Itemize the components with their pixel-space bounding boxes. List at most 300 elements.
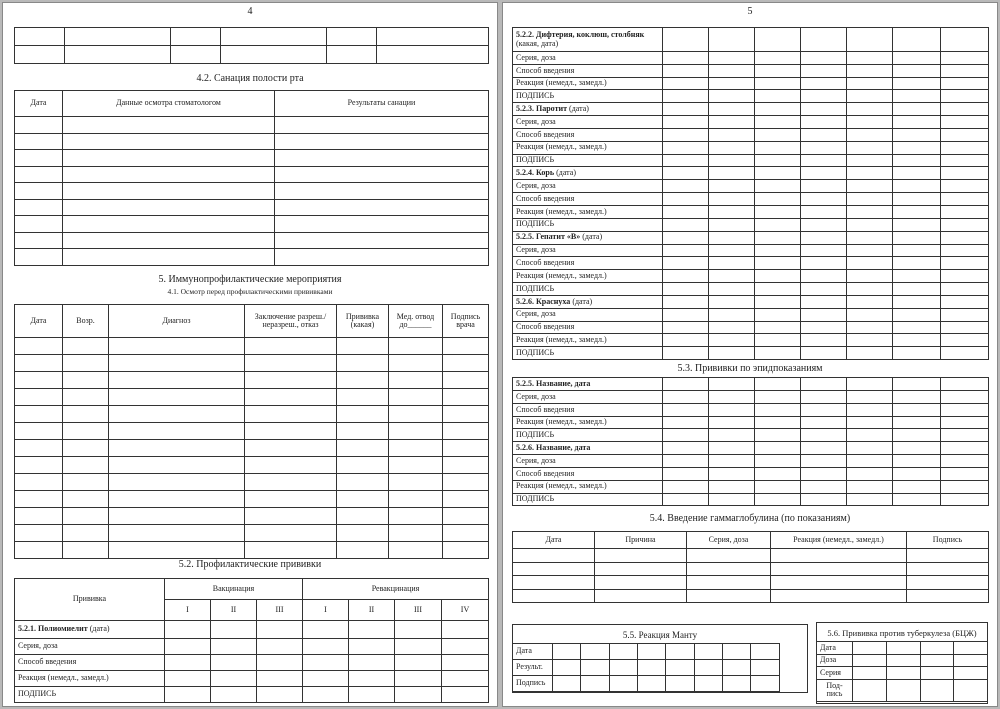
table-cell[interactable] [941, 429, 989, 442]
table-cell[interactable] [801, 347, 847, 360]
table-cell[interactable] [15, 117, 63, 134]
table-cell[interactable] [847, 180, 893, 193]
table-cell[interactable] [275, 216, 489, 233]
table-cell[interactable] [63, 423, 109, 440]
table-cell[interactable] [389, 406, 443, 423]
table-cell[interactable] [755, 347, 801, 360]
table-cell[interactable] [389, 355, 443, 372]
table-cell[interactable] [109, 542, 245, 559]
table-cell[interactable] [63, 133, 275, 150]
table-cell[interactable] [663, 257, 709, 270]
table-cell[interactable] [687, 549, 771, 563]
table-cell[interactable] [755, 455, 801, 468]
table-cell[interactable] [245, 355, 337, 372]
table-cell[interactable] [941, 295, 989, 308]
table-cell[interactable] [63, 150, 275, 167]
table-cell[interactable] [847, 442, 893, 455]
table-cell[interactable] [893, 90, 941, 103]
table-cell[interactable] [389, 474, 443, 491]
table-cell[interactable] [722, 660, 750, 676]
table-cell[interactable] [337, 338, 389, 355]
table-cell[interactable] [893, 416, 941, 429]
table-cell[interactable] [663, 493, 709, 506]
table-cell[interactable] [709, 77, 755, 90]
table-cell[interactable] [709, 347, 755, 360]
table-cell[interactable] [941, 116, 989, 129]
table-cell[interactable] [63, 216, 275, 233]
table-cell[interactable] [847, 321, 893, 334]
table-cell[interactable] [637, 644, 665, 660]
table-cell[interactable] [513, 589, 595, 603]
table-cell[interactable] [755, 180, 801, 193]
table-cell[interactable] [245, 525, 337, 542]
table-cell[interactable] [63, 525, 109, 542]
table-cell[interactable] [801, 429, 847, 442]
table-cell[interactable] [755, 116, 801, 129]
table-cell[interactable] [941, 308, 989, 321]
table-cell[interactable] [663, 205, 709, 218]
table-cell[interactable] [801, 480, 847, 493]
table-cell[interactable] [709, 257, 755, 270]
table-cell[interactable] [595, 549, 687, 563]
table-cell[interactable] [801, 205, 847, 218]
table-cell[interactable] [893, 480, 941, 493]
table-cell[interactable] [63, 457, 109, 474]
table-cell[interactable] [893, 116, 941, 129]
table-cell[interactable] [15, 542, 63, 559]
table-cell[interactable] [755, 403, 801, 416]
table-cell[interactable] [513, 549, 595, 563]
table-cell[interactable] [847, 416, 893, 429]
table-cell[interactable] [709, 28, 755, 52]
table-cell[interactable] [663, 270, 709, 283]
table-cell[interactable] [709, 270, 755, 283]
table-cell[interactable] [755, 141, 801, 154]
table-cell[interactable] [709, 193, 755, 206]
table-cell[interactable] [893, 244, 941, 257]
table-cell[interactable] [941, 347, 989, 360]
table-cell[interactable] [63, 183, 275, 200]
table-cell[interactable] [337, 474, 389, 491]
table-cell[interactable] [847, 116, 893, 129]
table-cell[interactable] [755, 334, 801, 347]
table-cell[interactable] [109, 355, 245, 372]
table-cell[interactable] [893, 167, 941, 180]
table-cell[interactable] [709, 378, 755, 391]
table-cell[interactable] [907, 589, 989, 603]
table-cell[interactable] [15, 338, 63, 355]
table-cell[interactable] [941, 167, 989, 180]
table-cell[interactable] [755, 77, 801, 90]
table-cell[interactable] [941, 103, 989, 116]
table-cell[interactable] [245, 338, 337, 355]
table-cell[interactable] [801, 52, 847, 65]
table-cell[interactable] [755, 282, 801, 295]
table-cell[interactable] [893, 193, 941, 206]
table-cell[interactable] [801, 116, 847, 129]
table-cell[interactable] [941, 28, 989, 52]
table-cell[interactable] [893, 28, 941, 52]
table-cell[interactable] [666, 644, 694, 660]
table-cell[interactable] [109, 389, 245, 406]
table-cell[interactable] [709, 308, 755, 321]
table-cell[interactable] [941, 455, 989, 468]
table-cell[interactable] [15, 508, 63, 525]
table-cell[interactable] [609, 660, 637, 676]
table-cell[interactable] [893, 270, 941, 283]
table-cell[interactable] [109, 338, 245, 355]
table-cell[interactable] [941, 141, 989, 154]
table-cell[interactable] [663, 282, 709, 295]
table-cell[interactable] [709, 103, 755, 116]
table-cell[interactable] [751, 676, 779, 692]
table-cell[interactable] [63, 406, 109, 423]
table-cell[interactable] [847, 90, 893, 103]
table-cell[interactable] [847, 128, 893, 141]
table-cell[interactable] [15, 372, 63, 389]
table-cell[interactable] [337, 457, 389, 474]
table-cell[interactable] [663, 295, 709, 308]
table-cell[interactable] [755, 295, 801, 308]
table-cell[interactable] [337, 440, 389, 457]
table-cell[interactable] [275, 150, 489, 167]
table-cell[interactable] [663, 429, 709, 442]
table-cell[interactable] [109, 440, 245, 457]
table-cell[interactable] [337, 406, 389, 423]
table-cell[interactable] [663, 416, 709, 429]
table-cell[interactable] [245, 508, 337, 525]
table-cell[interactable] [245, 423, 337, 440]
table-cell[interactable] [847, 467, 893, 480]
table-cell[interactable] [15, 150, 63, 167]
table-cell[interactable] [941, 90, 989, 103]
table-cell[interactable] [663, 308, 709, 321]
table-cell[interactable] [847, 403, 893, 416]
table-cell[interactable] [893, 347, 941, 360]
table-cell[interactable] [801, 403, 847, 416]
table-cell[interactable] [109, 474, 245, 491]
table-cell[interactable] [954, 679, 988, 701]
table-cell[interactable] [63, 249, 275, 266]
table-cell[interactable] [801, 270, 847, 283]
table-cell[interactable] [755, 103, 801, 116]
table-cell[interactable] [847, 282, 893, 295]
table-cell[interactable] [245, 457, 337, 474]
table-cell[interactable] [751, 660, 779, 676]
table-cell[interactable] [709, 244, 755, 257]
table-cell[interactable] [893, 391, 941, 404]
table-cell[interactable] [755, 167, 801, 180]
table-cell[interactable] [15, 406, 63, 423]
table-cell[interactable] [801, 257, 847, 270]
table-cell[interactable] [920, 654, 954, 667]
table-cell[interactable] [63, 440, 109, 457]
table-cell[interactable] [755, 154, 801, 167]
table-cell[interactable] [941, 467, 989, 480]
table-cell[interactable] [755, 321, 801, 334]
table-cell[interactable] [893, 455, 941, 468]
table-cell[interactable] [941, 391, 989, 404]
table-cell[interactable] [709, 218, 755, 231]
table-cell[interactable] [801, 295, 847, 308]
table-cell[interactable] [15, 249, 63, 266]
table-cell[interactable] [245, 542, 337, 559]
table-cell[interactable] [663, 231, 709, 244]
table-cell[interactable] [389, 440, 443, 457]
table-cell[interactable] [15, 423, 63, 440]
table-cell[interactable] [275, 249, 489, 266]
table-cell[interactable] [389, 338, 443, 355]
table-cell[interactable] [755, 28, 801, 52]
table-cell[interactable] [853, 667, 887, 680]
table-cell[interactable] [15, 389, 63, 406]
table-cell[interactable] [637, 660, 665, 676]
table-cell[interactable] [801, 467, 847, 480]
table-cell[interactable] [663, 378, 709, 391]
table-cell[interactable] [709, 321, 755, 334]
table-cell[interactable] [801, 416, 847, 429]
table-cell[interactable] [663, 180, 709, 193]
table-cell[interactable] [709, 467, 755, 480]
table-cell[interactable] [663, 455, 709, 468]
table-cell[interactable] [801, 90, 847, 103]
table-cell[interactable] [941, 378, 989, 391]
table-cell[interactable] [801, 231, 847, 244]
table-cell[interactable] [755, 90, 801, 103]
table-cell[interactable] [755, 378, 801, 391]
table-cell[interactable] [801, 218, 847, 231]
table-cell[interactable] [755, 218, 801, 231]
table-cell[interactable] [941, 128, 989, 141]
table-cell[interactable] [109, 423, 245, 440]
table-cell[interactable] [443, 372, 489, 389]
table-cell[interactable] [389, 389, 443, 406]
table-cell[interactable] [755, 416, 801, 429]
table-cell[interactable] [443, 406, 489, 423]
table-cell[interactable] [709, 231, 755, 244]
table-cell[interactable] [893, 429, 941, 442]
table-cell[interactable] [63, 355, 109, 372]
table-cell[interactable] [941, 282, 989, 295]
table-cell[interactable] [15, 355, 63, 372]
table-cell[interactable] [275, 117, 489, 134]
table-cell[interactable] [15, 232, 63, 249]
table-cell[interactable] [553, 644, 581, 660]
table-cell[interactable] [907, 549, 989, 563]
table-cell[interactable] [941, 442, 989, 455]
table-cell[interactable] [847, 429, 893, 442]
table-cell[interactable] [275, 166, 489, 183]
table-cell[interactable] [337, 491, 389, 508]
table-cell[interactable] [709, 429, 755, 442]
table-cell[interactable] [941, 193, 989, 206]
table-cell[interactable] [893, 403, 941, 416]
table-cell[interactable] [847, 218, 893, 231]
table-cell[interactable] [893, 154, 941, 167]
table-cell[interactable] [755, 308, 801, 321]
table-cell[interactable] [609, 676, 637, 692]
table-cell[interactable] [893, 334, 941, 347]
table-cell[interactable] [581, 676, 609, 692]
table-cell[interactable] [941, 480, 989, 493]
table-cell[interactable] [663, 167, 709, 180]
table-cell[interactable] [847, 103, 893, 116]
table-cell[interactable] [954, 667, 988, 680]
table-cell[interactable] [755, 429, 801, 442]
table-cell[interactable] [663, 442, 709, 455]
table-cell[interactable] [63, 474, 109, 491]
table-cell[interactable] [245, 491, 337, 508]
table-cell[interactable] [709, 90, 755, 103]
table-cell[interactable] [443, 440, 489, 457]
table-cell[interactable] [109, 491, 245, 508]
table-cell[interactable] [666, 676, 694, 692]
table-cell[interactable] [245, 389, 337, 406]
table-cell[interactable] [63, 199, 275, 216]
table-cell[interactable] [954, 642, 988, 655]
table-cell[interactable] [847, 295, 893, 308]
table-cell[interactable] [847, 480, 893, 493]
table-cell[interactable] [801, 141, 847, 154]
table-cell[interactable] [663, 193, 709, 206]
table-cell[interactable] [663, 90, 709, 103]
table-cell[interactable] [847, 378, 893, 391]
table-cell[interactable] [389, 508, 443, 525]
table-cell[interactable] [755, 467, 801, 480]
table-cell[interactable] [847, 231, 893, 244]
table-cell[interactable] [941, 231, 989, 244]
table-cell[interactable] [893, 231, 941, 244]
table-cell[interactable] [709, 180, 755, 193]
table-cell[interactable] [15, 491, 63, 508]
table-cell[interactable] [663, 244, 709, 257]
table-cell[interactable] [709, 52, 755, 65]
table-cell[interactable] [801, 103, 847, 116]
table-cell[interactable] [663, 116, 709, 129]
table-cell[interactable] [443, 474, 489, 491]
table-cell[interactable] [63, 166, 275, 183]
table-cell[interactable] [709, 295, 755, 308]
table-cell[interactable] [893, 282, 941, 295]
table-cell[interactable] [109, 372, 245, 389]
table-cell[interactable] [801, 77, 847, 90]
table-cell[interactable] [663, 154, 709, 167]
table-cell[interactable] [663, 347, 709, 360]
table-cell[interactable] [893, 128, 941, 141]
table-cell[interactable] [941, 180, 989, 193]
table-cell[interactable] [663, 334, 709, 347]
table-cell[interactable] [663, 103, 709, 116]
table-cell[interactable] [709, 128, 755, 141]
table-cell[interactable] [847, 244, 893, 257]
table-cell[interactable] [801, 167, 847, 180]
table-cell[interactable] [15, 166, 63, 183]
table-cell[interactable] [847, 77, 893, 90]
table-cell[interactable] [907, 562, 989, 576]
table-cell[interactable] [709, 116, 755, 129]
table-cell[interactable] [847, 493, 893, 506]
table-cell[interactable] [337, 423, 389, 440]
table-cell[interactable] [63, 338, 109, 355]
table-cell[interactable] [886, 654, 920, 667]
table-cell[interactable] [63, 372, 109, 389]
table-cell[interactable] [337, 542, 389, 559]
table-cell[interactable] [886, 642, 920, 655]
table-cell[interactable] [663, 64, 709, 77]
table-cell[interactable] [15, 183, 63, 200]
table-cell[interactable] [443, 508, 489, 525]
table-cell[interactable] [893, 77, 941, 90]
table-cell[interactable] [15, 199, 63, 216]
table-cell[interactable] [847, 154, 893, 167]
table-cell[interactable] [63, 542, 109, 559]
table-cell[interactable] [513, 562, 595, 576]
table-cell[interactable] [893, 378, 941, 391]
table-cell[interactable] [755, 270, 801, 283]
table-cell[interactable] [63, 491, 109, 508]
table-cell[interactable] [709, 167, 755, 180]
table-cell[interactable] [63, 508, 109, 525]
table-cell[interactable] [847, 193, 893, 206]
table-cell[interactable] [755, 52, 801, 65]
table-cell[interactable] [847, 334, 893, 347]
table-cell[interactable] [709, 282, 755, 295]
table-cell[interactable] [941, 244, 989, 257]
table-cell[interactable] [847, 270, 893, 283]
table-cell[interactable] [847, 141, 893, 154]
table-cell[interactable] [893, 52, 941, 65]
table-cell[interactable] [337, 372, 389, 389]
table-cell[interactable] [15, 457, 63, 474]
table-cell[interactable] [801, 154, 847, 167]
table-cell[interactable] [801, 282, 847, 295]
table-cell[interactable] [709, 64, 755, 77]
table-cell[interactable] [941, 403, 989, 416]
table-cell[interactable] [443, 338, 489, 355]
table-cell[interactable] [595, 576, 687, 590]
table-cell[interactable] [941, 257, 989, 270]
table-cell[interactable] [443, 542, 489, 559]
table-cell[interactable] [663, 77, 709, 90]
table-cell[interactable] [893, 308, 941, 321]
table-cell[interactable] [722, 644, 750, 660]
table-cell[interactable] [709, 442, 755, 455]
table-cell[interactable] [920, 667, 954, 680]
table-cell[interactable] [893, 321, 941, 334]
table-cell[interactable] [581, 660, 609, 676]
table-cell[interactable] [755, 257, 801, 270]
table-cell[interactable] [755, 128, 801, 141]
table-cell[interactable] [581, 644, 609, 660]
table-cell[interactable] [337, 525, 389, 542]
table-cell[interactable] [63, 117, 275, 134]
table-cell[interactable] [847, 52, 893, 65]
table-cell[interactable] [847, 347, 893, 360]
table-cell[interactable] [755, 193, 801, 206]
table-cell[interactable] [853, 679, 887, 701]
table-cell[interactable] [694, 660, 722, 676]
table-cell[interactable] [694, 644, 722, 660]
table-cell[interactable] [687, 576, 771, 590]
table-cell[interactable] [389, 542, 443, 559]
table-cell[interactable] [709, 493, 755, 506]
table-cell[interactable] [722, 676, 750, 692]
table-cell[interactable] [443, 457, 489, 474]
table-cell[interactable] [801, 128, 847, 141]
table-cell[interactable] [595, 589, 687, 603]
table-cell[interactable] [15, 440, 63, 457]
table-cell[interactable] [893, 218, 941, 231]
